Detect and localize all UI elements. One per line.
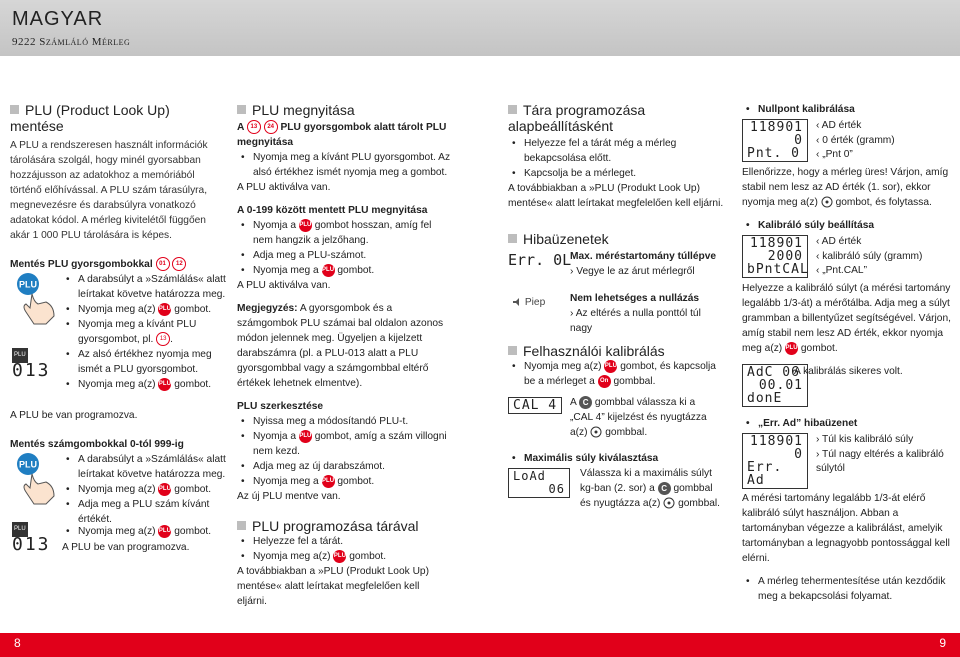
plu-icon: PLU [158, 378, 171, 391]
list-item: • Nyomja meg a PLU gombot. [253, 474, 452, 489]
beep-text: Az eltérés a nulla ponttól túl nagy [570, 308, 701, 334]
lcd-err-ad: 118901 0 Err. Ad [742, 433, 808, 489]
page-footer [0, 633, 960, 657]
lcd-null: 118901 0 Pnt. 0 [742, 119, 808, 162]
list-item: • Adja meg a PLU-számot. [253, 248, 452, 263]
para: Az új PLU mentve van. [237, 491, 341, 502]
list [508, 359, 728, 389]
para: Ellenőrizze, hogy a mérleg üres! Várjon, amíg stabil nem lesz az AD érték (1. sor), ekkor nyomja meg a(z) gombot, és folytassa. [742, 167, 949, 208]
list-item: • A darabsúlyt a »Számlálás« alatt leírtakat követve határozza meg. [78, 272, 228, 302]
list-item: • Kalibráló súly beállítása [758, 218, 952, 233]
column-1 [10, 102, 226, 562]
svg-text:PLU: PLU [19, 459, 37, 470]
enter-target-icon [821, 196, 833, 208]
sec1-end: A PLU be van programozva. [10, 410, 138, 421]
c-key-icon: C [658, 482, 671, 495]
c-key-icon: C [579, 396, 592, 409]
plu-icon: PLU [322, 264, 335, 277]
intro-text: A PLU a rendszeresen használt információk tárolására szolgál, hogy minél gyorsabban hozzájusson az adatokhoz a memóriából történő előhívással. A PLU szám tárasúlyra, megnevezésre és darabsúlyra vonatkozó adatokat kódol. A mérleg kivitelétől függően akár 1 000 PLU tárolására is képes. [10, 140, 208, 241]
list-item: • Adja meg a PLU szám kívánt értékét. [78, 497, 228, 527]
sec-title: PLU szerkesztése [237, 401, 324, 412]
page-number-right: 9 [939, 636, 946, 650]
plu-icon: PLU [158, 303, 171, 316]
succ-block [742, 364, 952, 408]
sec2-list-b [62, 524, 228, 539]
list-item: • Nyomja meg a kívánt PLU gyorsgombot. Az alsó értékhez ismét nyomja meg a gombot. [253, 150, 452, 180]
list [742, 218, 952, 233]
column-3 [508, 102, 728, 520]
list-item: • Adja meg az új darabszámot. [253, 459, 452, 474]
list [237, 414, 452, 489]
lcd-plu: PLU 013 [12, 520, 51, 555]
list-item: • Nyomja meg a(z) PLU gombot. [253, 549, 452, 564]
note: Megjegyzés: A gyorsgombok és a számgombok PLU számai bal oldalon azonos módon jelennek meg. Ügyeljen a kijelzett darabszámra (pl. a PLU-013 alatt a PLU gyorsgombbal vagy a számgombbal eltérő értékek lehetnek elmentve). [237, 303, 444, 389]
para: A mérési tartomány legalább 1/3-át elérő kalibráló súlyt használjon. Abban a tartományban végezze a kalibrálást, amelyik tartományban a legnagyobb pontossággal kell elérni. [742, 493, 950, 564]
list [742, 416, 952, 431]
list-item: • Nyomja meg a(z) PLU gombot. [78, 482, 228, 497]
plu-icon: PLU [604, 360, 617, 373]
list-item: • Helyezze fel a tárát még a mérleg bekapcsolása előtt. [524, 136, 728, 166]
plu-icon: PLU [785, 342, 798, 355]
list-item: • „Err. Ad” hibaüzenet [758, 416, 952, 431]
section-title: PLU megnyitása [237, 102, 452, 118]
hand-press-icon [16, 452, 60, 511]
lcd-plu: PLU 013 [12, 346, 51, 381]
language-title: MAGYAR [12, 8, 104, 30]
para: A továbbiakban a »PLU (Produkt Look Up) mentése« alatt leírtakat megfelelően kell eljárni. [508, 183, 724, 209]
para: A PLU aktiválva van. [237, 280, 331, 291]
plu-icon: PLU [322, 475, 335, 488]
column-4 [742, 102, 952, 604]
list [508, 136, 728, 181]
lcd-cal: CAL 4 [508, 397, 562, 414]
list-item: • Nyomja meg a kívánt PLU gyorsgombot, pl. 13 . [78, 317, 228, 347]
err-block: Err. 0L Max. méréstartomány túllépve › Vegye le az árut mérlegről Piep Nem lehetséges a nullázás › Az eltérés a nulla ponttól túl nagy [508, 251, 717, 334]
open-title: A 13 24 PLU gyorsgombok alatt tárolt PLU megnyitása [237, 122, 447, 148]
sec-title: A 0-199 között mentett PLU megnyitása [237, 205, 428, 216]
sec-title: Mentés PLU gyorsgombokkal 01 12 [10, 257, 215, 272]
kal-block: 118901 2000 bPntCAL ‹ AD érték ‹ kalibráló súly (gramm) ‹ „Pnt.CAL” [742, 235, 952, 279]
list-item: • Helyezze fel a tárát. [253, 534, 452, 549]
model-name: 9222 Számláló Mérleg [12, 36, 131, 48]
list [237, 534, 452, 564]
list-item: • Nyomja meg a(z) PLU gombot. [78, 524, 228, 539]
list-item: • Nyomja a PLU gombot, amíg a szám villogni nem kezd. [253, 429, 452, 459]
plu-icon: PLU [158, 525, 171, 538]
list-item: • Kapcsolja be a mérleget. [524, 166, 728, 181]
plu-key-icon: 12 [172, 257, 186, 271]
list-item: • A darabsúlyt a »Számlálás« alatt leírtakat követve határozza meg. [78, 452, 228, 482]
plu-icon: PLU [158, 483, 171, 496]
on-icon: On [598, 375, 611, 388]
lcd-success: AdC 06 00.01 donE [742, 364, 808, 407]
beep-icon: Piep [512, 295, 545, 310]
sec2-end: A PLU be van programozva. [62, 542, 190, 553]
sec2-list [62, 452, 228, 527]
para: A továbbiakban a »PLU (Produkt Look Up) mentése« alatt leírtakat megfelelően kell eljárni. [237, 566, 429, 607]
list-item: • Nyomja meg a(z) PLU gombot. [78, 377, 228, 392]
list [237, 150, 452, 180]
sec1-block [10, 272, 226, 408]
plu-key-icon: 13 [156, 332, 170, 346]
para: A PLU aktiválva van. [237, 182, 331, 193]
lcd-kal: 118901 2000 bPntCAL [742, 235, 808, 278]
list-item: • Maximális súly kiválasztása [524, 451, 728, 466]
section-title: Hibaüzenetek [508, 231, 728, 247]
list-item: • Az alsó értékhez nyomja meg ismét a PLU gyorsgombot. [78, 347, 228, 377]
page-header [0, 0, 960, 56]
list-item: • Nyomja meg a(z) PLU gombot, és kapcsolja be a mérleget a On gombbal. [524, 359, 728, 389]
null-block: 118901 0 Pnt. 0 ‹ AD érték ‹ 0 érték (gramm) ‹ „Pnt 0” [742, 119, 952, 163]
max-block: LoAd 06 Válassza ki a maximális súlyt kg-ban (2. sor) a C gombbal és nyugtázza a(z) gombbal. [508, 466, 728, 520]
cal-block: CAL 4 A C gombbal válassza ki a „CAL 4” kijelzést és nyugtázza a(z) gombbal. [508, 395, 728, 449]
enter-target-icon [590, 426, 602, 438]
list-item: • Nyomja a PLU gombot hosszan, amíg fel nem hangzik a jelzőhang. [253, 218, 452, 248]
column-2 [237, 102, 452, 609]
list [237, 218, 452, 278]
hand-press-icon [16, 272, 60, 331]
section-title: Tára programozása alapbeállításként [508, 102, 646, 134]
err-title: Max. méréstartomány túllépve [570, 251, 717, 262]
plu-icon: PLU [299, 430, 312, 443]
page-number-left: 8 [14, 636, 21, 650]
plu-icon: PLU [333, 550, 346, 563]
list-item: • Nyomja meg a PLU gombot. [253, 263, 452, 278]
err-text: Vegye le az árut mérlegről [576, 266, 695, 277]
list [508, 451, 728, 466]
section-title: Felhasználói kalibrálás [508, 343, 728, 359]
svg-text:PLU: PLU [19, 279, 37, 290]
list [742, 574, 952, 604]
sec1-list [62, 272, 228, 392]
success-text: A kalibrálás sikeres volt. [794, 366, 903, 377]
err-block: 118901 0 Err. Ad › Túl kis kalibráló súly › Túl nagy eltérés a kalibráló súlytól [742, 433, 952, 477]
para: Helyezze a kalibráló súlyt (a mérési tartomány legalább 1/3-át) a mérőtálba. Adja meg a súlyt grammban a billentyűzet segítségével. Várjon, amíg stabil nem lesz AD érték, ekkor nyomja meg a(z) PLU gombot. [742, 283, 951, 354]
beep-title: Nem lehetséges a nullázás [570, 293, 700, 304]
sec2-block [10, 452, 226, 562]
lcd-max: LoAd 06 [508, 468, 570, 498]
list-item: • Nyomja meg a(z) PLU gombot. [78, 302, 228, 317]
plu-key-icon: 01 [156, 257, 170, 271]
list-item: • A mérleg tehermentesítése után kezdődik meg a bekapcsolási folyamat. [758, 574, 952, 604]
sec-title: Mentés számgombokkal 0-tól 999-ig [10, 439, 184, 450]
enter-target-icon [663, 497, 675, 509]
list-item: • Nyissa meg a módosítandó PLU-t. [253, 414, 452, 429]
lcd-err: Err. 0L [508, 251, 572, 269]
section-title: PLU (Product Look Up) mentése [10, 102, 170, 134]
list [742, 102, 952, 117]
list-item: • Nullpont kalibrálása [758, 102, 952, 117]
plu-icon: PLU [299, 219, 312, 232]
section-title: PLU programozása tárával [237, 518, 452, 534]
